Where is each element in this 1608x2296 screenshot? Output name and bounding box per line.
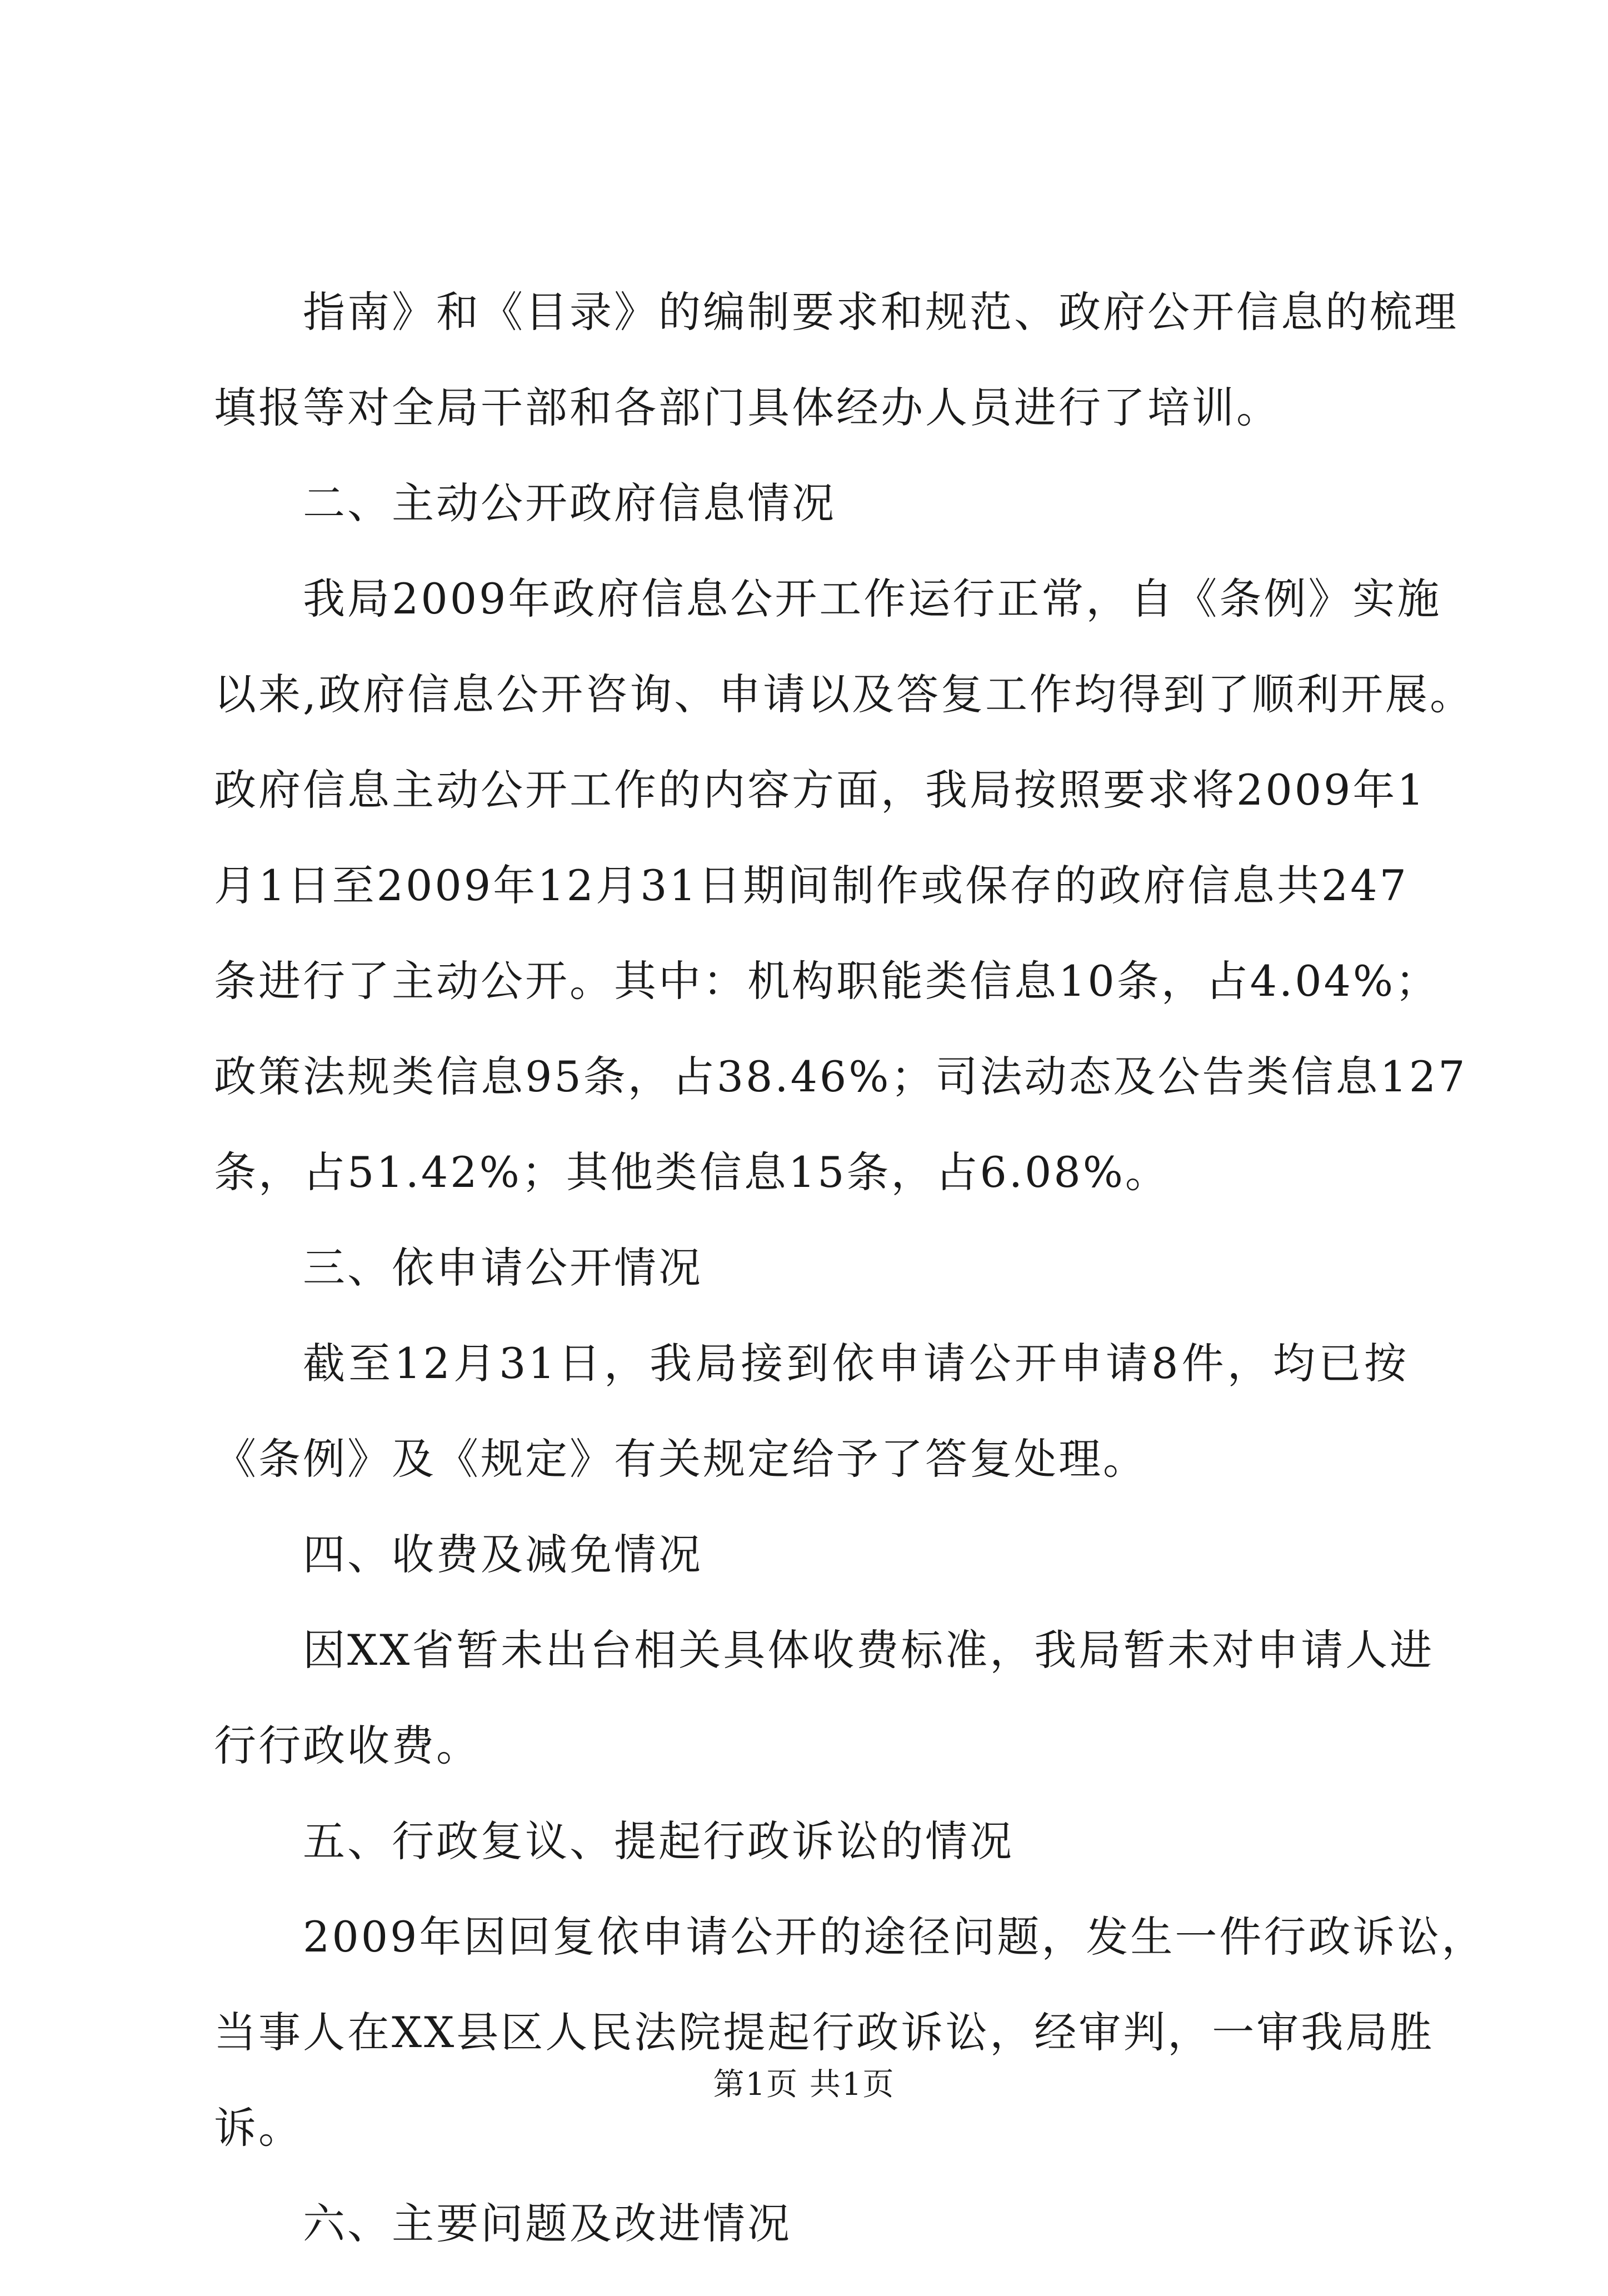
text-line: 条，占51.42%；其他类信息15条，占6.08%。: [214, 1147, 1170, 1197]
document-body: [214, 287, 1486, 2296]
text-line: 政策法规类信息95条，占38.46%；司法动态及公告类信息127: [214, 1052, 1467, 1101]
text-line: 月1日至2009年12月31日期间制作或保存的政府信息共247: [214, 861, 1409, 910]
text-line: 《条例》及《规定》有关规定给予了答复处理。: [214, 1434, 1147, 1484]
text-line: 诉。: [214, 2103, 303, 2153]
text-line: 二、主动公开政府信息情况: [303, 478, 836, 528]
text-line: 我局2009年政府信息公开工作运行正常，自《条例》实施: [303, 574, 1442, 623]
text-line: 四、收费及减免情况: [303, 1530, 703, 1579]
text-line: 以来,政府信息公开咨询、申请以及答复工作均得到了顺利开展。: [214, 670, 1475, 719]
text-line: 填报等对全局干部和各部门具体经办人员进行了培训。: [214, 383, 1281, 432]
text-line: 因XX省暂未出台相关具体收费标准，我局暂未对申请人进: [303, 1625, 1435, 1675]
page-footer: 第1页 共1页: [713, 2067, 895, 2103]
text-line: 条进行了主动公开。其中：机构职能类信息10条，占4.04%；: [214, 956, 1440, 1006]
text-line: 政府信息主动公开工作的内容方面，我局按照要求将2009年1: [214, 765, 1426, 815]
text-line: 六、主要问题及改进情况: [303, 2199, 792, 2248]
text-line: 指南》和《目录》的编制要求和规范、政府公开信息的梳理: [303, 287, 1459, 337]
text-line: 当事人在XX县区人民法院提起行政诉讼，经审判，一审我局胜: [214, 2008, 1435, 2057]
text-line: 行行政收费。: [214, 1721, 481, 1770]
text-line: 五、行政复议、提起行政诉讼的情况: [303, 1816, 1014, 1866]
text-line: 2009年因回复依申请公开的途径问题，发生一件行政诉讼，: [303, 1912, 1486, 1961]
text-line: 三、依申请公开情况: [303, 1243, 703, 1292]
text-line: 截至12月31日，我局接到依申请公开申请8件，均已按: [303, 1339, 1409, 1388]
